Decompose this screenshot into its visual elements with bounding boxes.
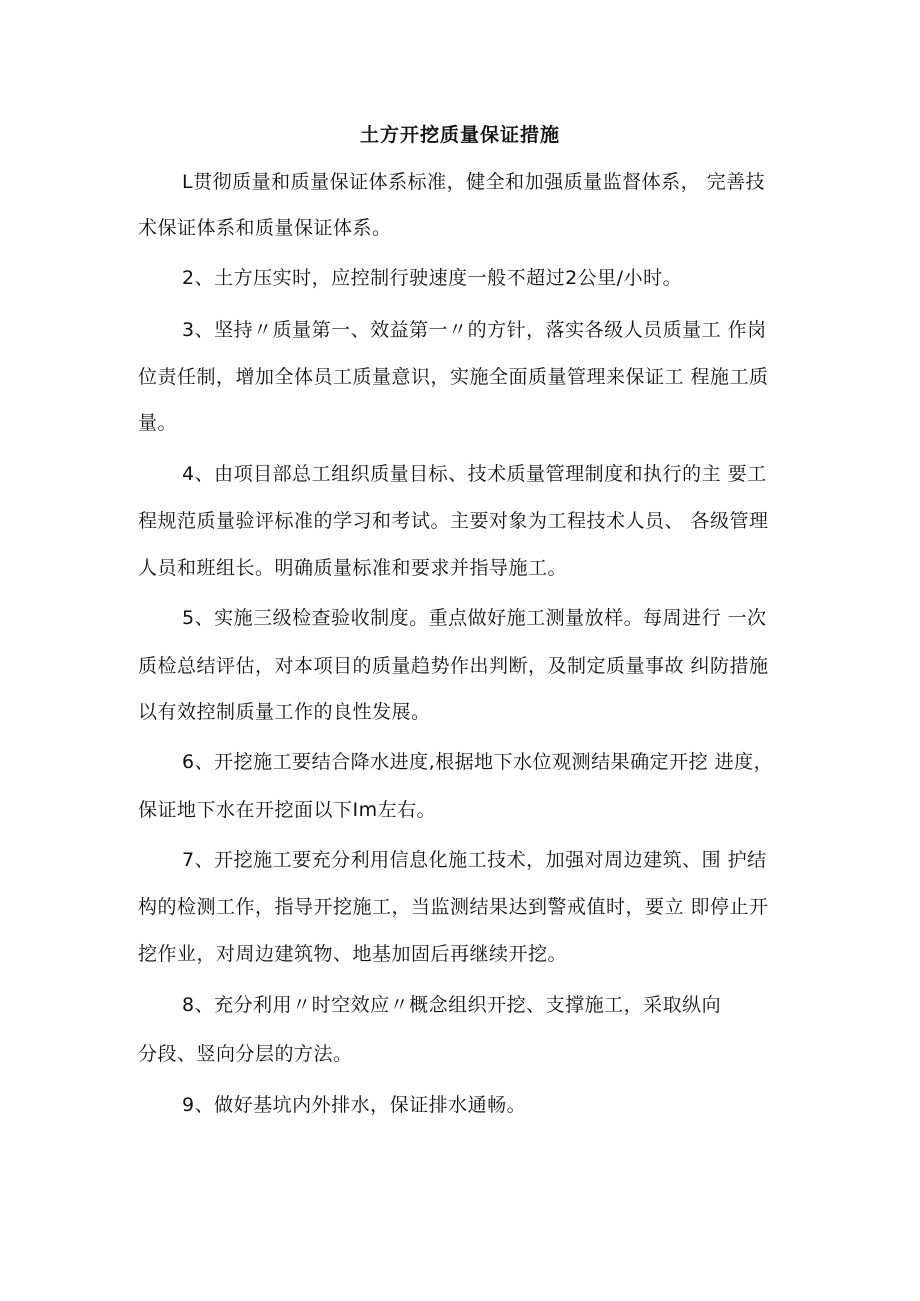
paragraph-1-line-1: L贯彻质量和质量保证体系标准，健全和加强质量监督体系， 完善技 xyxy=(182,171,766,193)
paragraph-1-line-2: 术保证体系和质量保证体系。 xyxy=(138,217,392,239)
paragraph-3-line-1: 3、坚持〃质量第一、效益第一〃的方针，落实各级人员质量工 作岗 xyxy=(182,319,767,341)
paragraph-3-line-3: 量。 xyxy=(138,412,178,434)
paragraph-3-line-2: 位责任制，增加全体员工质量意识，实施全面质量管理来保证工 程施工质 xyxy=(138,366,769,388)
document-title: 土方开挖质量保证措施 xyxy=(359,124,560,146)
paragraph-4-line-2: 程规范质量验评标准的学习和考试。主要对象为工程技术人员、 各级管理 xyxy=(138,510,769,532)
paragraph-4-line-1: 4、由项目部总工组织质量目标、技术质量管理制度和执行的主 要工 xyxy=(182,463,767,485)
paragraph-8-line-1: 8、充分利用〃时空效应〃概念组织开挖、支撑施工，采取纵向 xyxy=(182,994,722,1016)
paragraph-6-line-2: 保证地下水在开挖面以下Im左右。 xyxy=(138,799,437,821)
paragraph-2-line-1: 2、土方压实时，应控制行驶速度一般不超过2公里/小时。 xyxy=(182,267,683,289)
paragraph-5-line-2: 质检总结评估，对本项目的质量趋势作出判断，及制定质量事故 纠防措施 xyxy=(138,655,769,677)
paragraph-6-line-1: 6、开挖施工要结合降水进度,根据地下水位观测结果确定开挖 进度， xyxy=(182,751,774,773)
paragraph-7-line-1: 7、开挖施工要充分利用信息化施工技术，加强对周边建筑、围 护结 xyxy=(182,849,767,871)
paragraph-7-line-3: 挖作业，对周边建筑物、地基加固后再继续开挖。 xyxy=(138,943,568,965)
paragraph-5-line-1: 5、实施三级检查验收制度。重点做好施工测量放样。每周进行 一次 xyxy=(182,607,767,629)
paragraph-5-line-3: 以有效控制质量工作的良性发展。 xyxy=(138,701,431,723)
paragraph-8-line-2: 分段、竖向分层的方法。 xyxy=(138,1043,353,1065)
paragraph-9-line-1: 9、做好基坑内外排水，保证排水通畅。 xyxy=(182,1094,527,1116)
paragraph-4-line-3: 人员和班组长。明确质量标准和要求并指导施工。 xyxy=(138,557,568,579)
paragraph-7-line-2: 构的检测工作，指导开挖施工，当监测结果达到警戒值时，要立 即停止开 xyxy=(138,896,769,918)
